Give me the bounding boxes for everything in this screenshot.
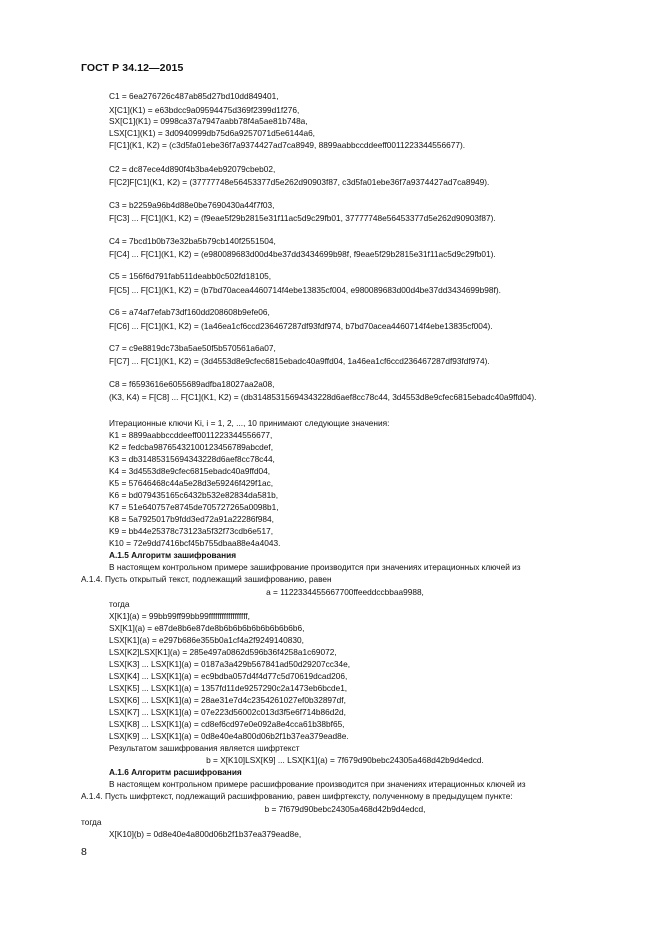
ciphertext-input: b = 7f679d90bebc24305a468d42b9d4edcd,: [264, 804, 426, 814]
c4-line-1: F[C4] ... F[C1](K1, K2) = (e980089683d00d4be37dd3434699b98f, f9eae5f29b2815e31f11ac5d9c29fb01).: [109, 249, 496, 259]
c7-label: C7 = c9e8819dc73ba5ae50f5b570561a6a07,: [109, 343, 276, 353]
enc-step-7: LSX[K5] ... LSX[K1](a) = 1357fd11de9257290c2a1473eb6bcde1,: [109, 683, 348, 693]
c3-label: C3 = b2259a96b4d88e0be7690430a44f7f03,: [109, 200, 275, 210]
c3-line-1: F[C3] ... F[C1](K1, K2) = (f9eae5f29b2815e31f11ac5d9c29fb01, 37777748e56453377d5e262d90903f87).: [109, 213, 496, 223]
plaintext: a = 1122334455667700ffeeddccbbaa9988,: [266, 587, 424, 597]
encryption-then: тогда: [109, 599, 130, 609]
c2-label: C2 = dc87ece4d890f4b3ba4eb92079cbeb02,: [109, 164, 276, 174]
c5-line-1: F[C5] ... F[C1](K1, K2) = (b7bd70acea4460714f4ebe13835cf004, e980089683d00d4be37dd3434699b98f).: [109, 285, 501, 295]
c5-label: C5 = 156f6d791fab511deabb0c502fd18105,: [109, 271, 272, 281]
c7-line-1: F[C7] ... F[C1](K1, K2) = (3d4553d8e9cfec6815ebadc40a9ffd04, 1a46ea1cf6ccd236467287df93fdf974).: [109, 356, 490, 366]
enc-step-9: LSX[K7] ... LSX[K1](a) = 07e223d56002c013d3f5e6f714b86d2d,: [109, 707, 346, 717]
c6-line-1: F[C6] ... F[C1](K1, K2) = (1a46ea1cf6ccd236467287df93fdf974, b7bd70acea4460714f4ebe13835cf004).: [109, 321, 493, 331]
keys-intro: Итерационные ключи Ki, i = 1, 2, ..., 10 принимают следующие значения:: [109, 418, 390, 428]
enc-step-2: SX[K1](a) = e87de8b6e87de8b6b6b6b6b6b6b6b6b6,: [109, 623, 305, 633]
c1-line-2: SX[C1](K1) = 0998ca37a7947aabb78f4a5ae81b748a,: [109, 116, 308, 126]
decryption-para-1: В настоящем контрольном примере расшифрование производится при значениях итерационных ключей из: [109, 779, 526, 789]
key-3: K3 = db31485315694343228d6aef8cc78c44,: [109, 454, 275, 464]
enc-step-4: LSX[K2]LSX[K1](a) = 285e497a0862d596b36f4258a1c69072,: [109, 647, 337, 657]
encryption-para-2: А.1.4. Пусть открытый текст, подлежащий зашифрованию, равен: [81, 574, 332, 584]
encryption-heading: А.1.5 Алгоритм зашифрования: [109, 550, 237, 560]
enc-step-8: LSX[K6] ... LSX[K1](a) = 28ae31e7d4c2354261027ef0b32897df,: [109, 695, 346, 705]
encryption-para-1: В настоящем контрольном примере зашифрование производится при значениях итерационных ключей из: [109, 562, 521, 572]
key-8: K8 = 5a7925017b9fdd3ed72a91a22286f984,: [109, 514, 274, 524]
c8-label: C8 = f6593616e6055689adfba18027aa2a08,: [109, 379, 275, 389]
key-1: K1 = 8899aabbccddeeff0011223344556677,: [109, 430, 273, 440]
ciphertext-result: b = X[K10]LSX[K9] ... LSX[K1](a) = 7f679d90bebc24305a468d42b9d4edcd.: [206, 755, 484, 765]
page-number: 8: [81, 846, 87, 858]
c4-label: C4 = 7bcd1b0b73e32ba5b79cb140f2551504,: [109, 236, 276, 246]
c2-line-1: F[C2]F[C1](K1, K2) = (37777748e56453377d5e262d90903f87, c3d5fa01ebe36f7a9374427ad7ca8949).: [109, 177, 490, 187]
c1-line-3: LSX[C1](K1) = 3d0940999db75d6a9257071d5e6144a6,: [109, 128, 315, 138]
enc-step-10: LSX[K8] ... LSX[K1](a) = cd8ef6cd97e0e092a8e4cca61b38bf65,: [109, 719, 345, 729]
key-7: K7 = 51e640757e8745de705727265a0098b1,: [109, 502, 279, 512]
page-header: ГОСТ Р 34.12—2015: [81, 62, 184, 74]
enc-step-1: X[K1](a) = 99bb99ff99bb99ffffffffffffffffff,: [109, 611, 250, 621]
key-10: K10 = 72e9dd7416bcf45b755dbaa88e4a4043.: [109, 538, 281, 548]
dec-step-1: X[K10](b) = 0d8e40e4a800d06b2f1b37ea379ead8e,: [109, 829, 302, 839]
key-4: K4 = 3d4553d8e9cfec6815ebadc40a9ffd04,: [109, 466, 271, 476]
key-9: K9 = bb44e25378c73123a5f32f73cdb6e517,: [109, 526, 274, 536]
decryption-para-2: А.1.4. Пусть шифртекст, подлежащий расшифрованию, равен шифртексту, полученному в предыдущем пункте:: [81, 791, 513, 801]
decryption-heading: А.1.6 Алгоритм расшифрования: [109, 767, 242, 777]
c8-line-1: (K3, K4) = F[C8] ... F[C1](K1, K2) = (db31485315694343228d6aef8cc78c44, 3d4553d8e9cfec6815ebadc40a9ffd04).: [109, 392, 537, 402]
encryption-result-label: Результатом зашифрования является шифртекст: [109, 743, 300, 753]
key-5: K5 = 57646468c44a5e28d3e59246f429f1ac,: [109, 478, 274, 488]
enc-step-11: LSX[K9] ... LSX[K1](a) = 0d8e40e4a800d06b2f1b37ea379ead8e.: [109, 731, 349, 741]
enc-step-3: LSX[K1](a) = e297b686e355b0a1cf4a2f9249140830,: [109, 635, 304, 645]
c1-line-1: X[C1](K1) = e63bdcc9a09594475d369f2399d1f276,: [109, 105, 300, 115]
key-6: K6 = bd079435165c6432b532e82834da581b,: [109, 490, 279, 500]
c6-label: C6 = a74af7efab73df160dd208608b9efe06,: [109, 307, 270, 317]
c1-label: C1 = 6ea276726c487ab85d27bd10dd849401,: [109, 91, 279, 101]
decryption-then: тогда: [81, 817, 102, 827]
enc-step-5: LSX[K3] ... LSX[K1](a) = 0187a3a429b567841ad50d29207cc34e,: [109, 659, 351, 669]
key-2: K2 = fedcba98765432100123456789abcdef,: [109, 442, 274, 452]
enc-step-6: LSX[K4] ... LSX[K1](a) = ec9bdba057d4f4d77c5d70619dcad206,: [109, 671, 348, 681]
c1-line-4: F[C1](K1, K2) = (c3d5fa01ebe36f7a9374427ad7ca8949, 8899aabbccddeeff0011223344556677).: [109, 140, 466, 150]
